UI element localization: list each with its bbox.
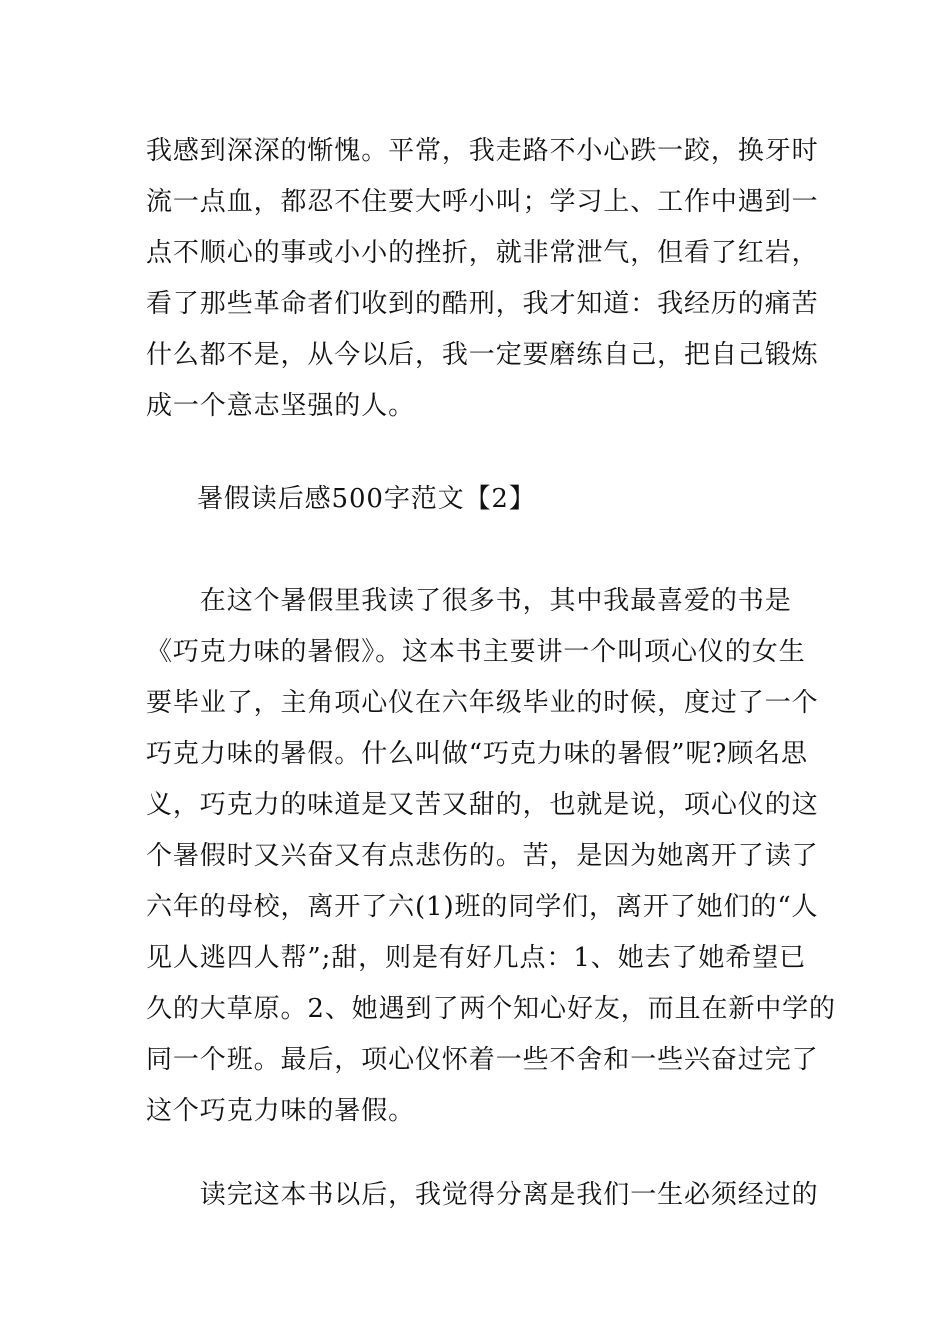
heading-text: 暑假读后感500字范文【2】 [197, 484, 536, 514]
paragraph-line: 这个巧克力味的暑假。 [146, 1096, 416, 1126]
paragraph-2 [146, 576, 836, 1137]
paragraph-line: 成一个意志坚强的人。 [146, 391, 416, 421]
paragraph-line: 六年的母校，离开了六(1)班的同学们，离开了她们的“人 [146, 892, 819, 922]
paragraph-line: 巧克力味的暑假。什么叫做“巧克力味的暑假”呢?顾名思 [146, 739, 808, 769]
paragraph-3 [146, 1170, 819, 1221]
paragraph-line: 什么都不是，从今以后，我一定要磨练自己，把自己锻炼 [146, 340, 819, 370]
section-heading [197, 474, 797, 525]
paragraph-line: 看了那些革命者们收到的酷刑，我才知道：我经历的痛苦 [146, 289, 819, 319]
paragraph-line: 义，巧克力的味道是又苦又甜的，也就是说，项心仪的这 [146, 790, 819, 820]
paragraph-line: 我感到深深的惭愧。平常，我走路不小心跌一跤，换牙时 [146, 136, 819, 166]
paragraph-line: 在这个暑假里我读了很多书，其中我最喜爱的书是 [146, 586, 792, 616]
paragraph-line: 《巧克力味的暑假》。这本书主要讲一个叫项心仪的女生 [146, 637, 806, 667]
paragraph-line: 久的大草原。2、她遇到了两个知心好友，而且在新中学的 [146, 994, 836, 1024]
paragraph-line: 读完这本书以后，我觉得分离是我们一生必须经过的 [146, 1180, 819, 1210]
paragraph-line: 个暑假时又兴奋又有点悲伤的。苦，是因为她离开了读了 [146, 841, 819, 871]
paragraph-1 [146, 126, 819, 432]
paragraph-line: 要毕业了，主角项心仪在六年级毕业的时候，度过了一个 [146, 688, 819, 718]
paragraph-line: 同一个班。最后，项心仪怀着一些不舍和一些兴奋过完了 [146, 1045, 819, 1075]
paragraph-line: 点不顺心的事或小小的挫折，就非常泄气，但看了红岩， [146, 238, 819, 268]
paragraph-line: 见人逃四人帮”;甜，则是有好几点：1、她去了她希望已 [146, 943, 806, 973]
paragraph-line: 流一点血，都忍不住要大呼小叫；学习上、工作中遇到一 [146, 187, 819, 217]
